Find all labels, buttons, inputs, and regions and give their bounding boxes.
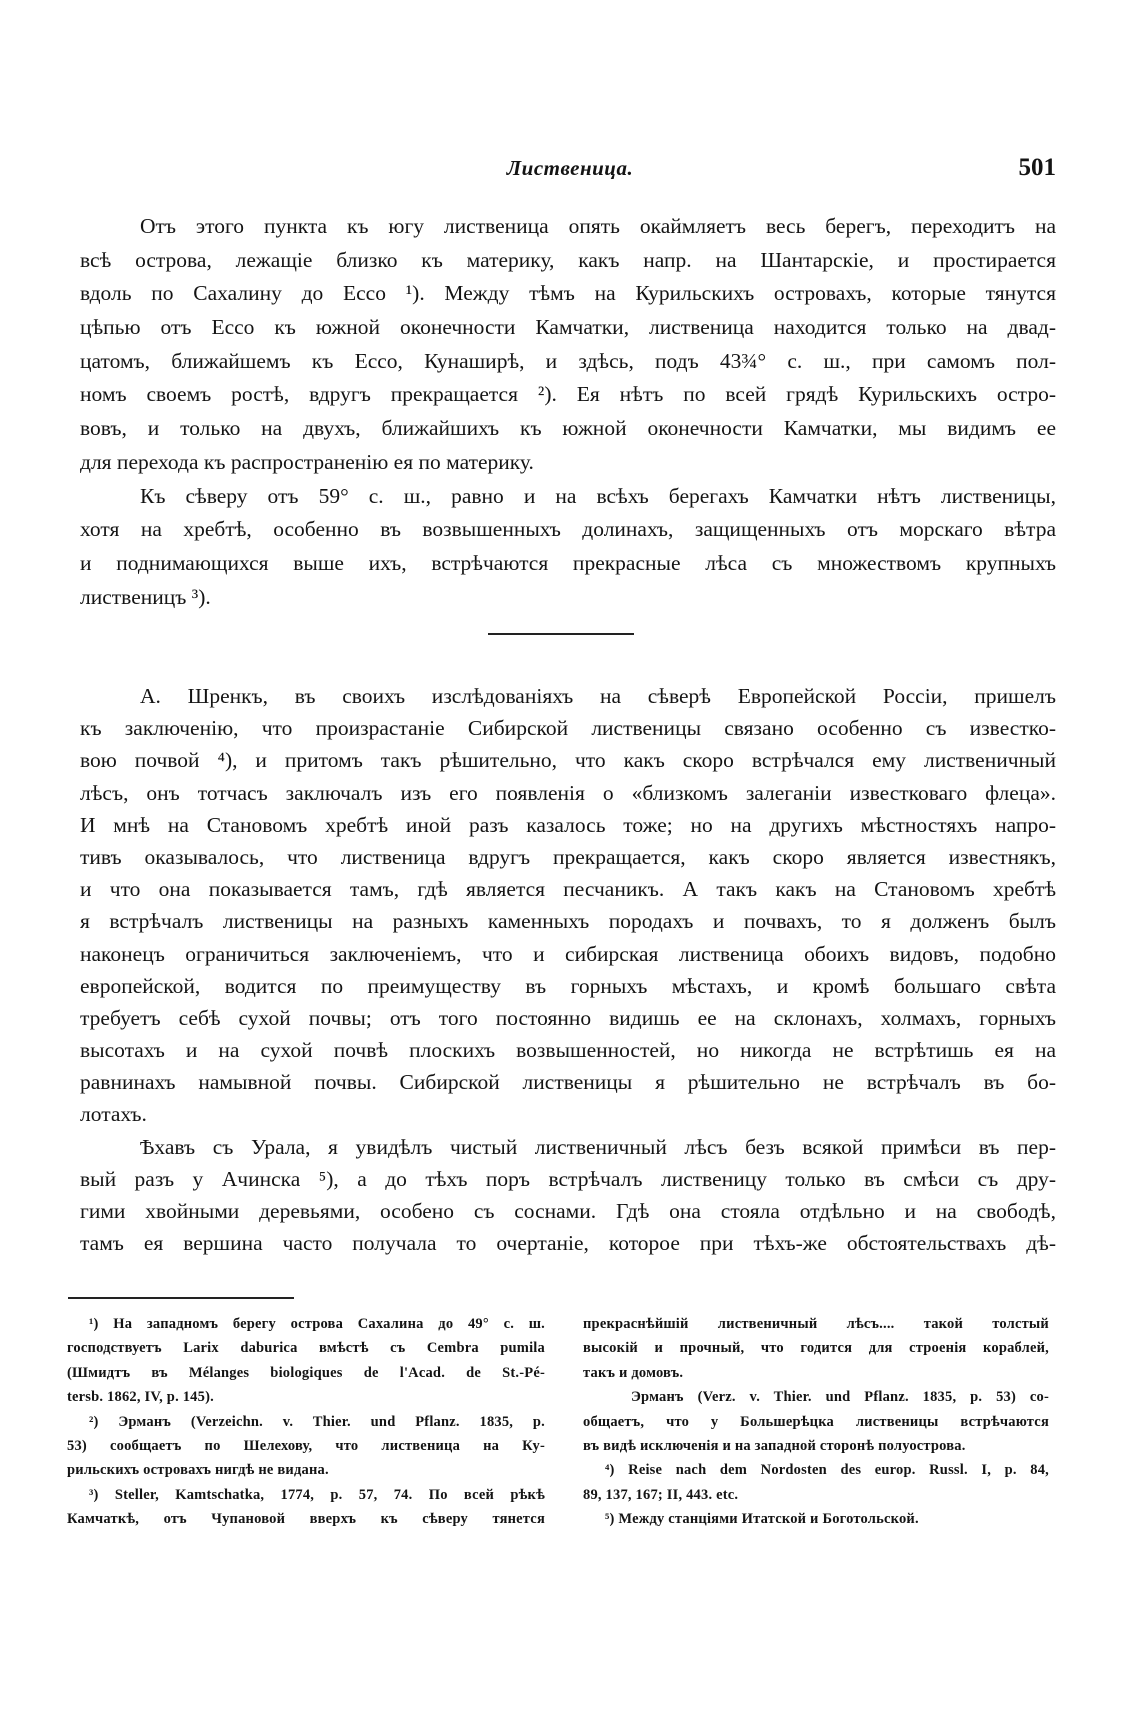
- text-line: лѣсъ, онъ тотчасъ заключалъ изъ его появленія о «близкомъ залеганіи известковаго флеца».: [80, 780, 1056, 805]
- text-line: Ѣхавъ съ Урала, я увидѣлъ чистый лиственичный лѣсъ безъ всякой примѣси въ пер-: [140, 1134, 1056, 1159]
- paragraph: [80, 210, 1056, 480]
- text-line: ²) Эрманъ (Verzeichn. v. Thier. und Pflanz. 1835, p.: [89, 1413, 545, 1430]
- text-line: Отъ этого пункта къ югу лиственица опять окаймляетъ весь берегъ, переходитъ на: [140, 214, 1056, 238]
- text-line: для перехода къ распространенію ея по материку.: [80, 449, 534, 474]
- text-line: господствуетъ Larix daburica вмѣстѣ съ Cembra pumila: [67, 1340, 545, 1357]
- text-line: тивъ оказывалось, что лиственица вдругъ прекращается, какъ скоро является известнякъ,: [80, 844, 1056, 869]
- text-line: вдоль по Сахалину до Ессо ¹). Между тѣмъ на Курильскихъ островахъ, которые тянутся: [80, 281, 1056, 306]
- text-line: требуетъ себѣ сухой почвы; отъ того постоянно видишь ее на склонахъ, холмахъ, горныхъ: [80, 1005, 1056, 1030]
- footnote: [583, 1458, 1049, 1507]
- paragraph: [80, 1131, 1056, 1260]
- paragraph: [80, 480, 1056, 615]
- text-line: (Шмидтъ въ Mélanges biologiques de l'Acad. de St.-Pé-: [67, 1364, 545, 1381]
- text-line: 89, 137, 167; II, 443. etc.: [583, 1486, 739, 1503]
- text-line: прекраснѣйшій лиственичный лѣсъ.... такой толстый: [583, 1316, 1049, 1332]
- text-line: И мнѣ на Становомъ хребтѣ иной разъ казалось тоже; но на другихъ мѣстностяхъ напро-: [80, 812, 1056, 837]
- text-line: Къ сѣверу отъ 59° с. ш., равно и на всѣхъ берегахъ Камчатки нѣтъ лиственицы,: [140, 483, 1056, 508]
- text-line: Камчаткѣ, отъ Чупановой вверхъ къ сѣверу тянется: [67, 1511, 545, 1528]
- footnote: [583, 1507, 1049, 1531]
- text-line: лиственицъ ³).: [80, 584, 211, 609]
- footnotes-left-column: [67, 1312, 545, 1532]
- text-line: я встрѣчалъ лиственицы на разныхъ каменныхъ породахъ и почвахъ, то я долженъ былъ: [80, 909, 1056, 934]
- running-header-title: Лиственица.: [506, 156, 634, 180]
- text-line: европейской, водится по преимуществу въ горныхъ мѣстахъ, и кромѣ большаго свѣта: [80, 973, 1056, 998]
- text-line: ⁴) Reise nach dem Nordosten des europ. Russl. I, p. 84,: [605, 1462, 1049, 1479]
- text-line: tersb. 1862, IV, p. 145).: [67, 1389, 214, 1406]
- text-line: тамъ ея вершина часто получала то очертаніе, которое при тѣхъ-же обстоятельствахъ дѣ-: [80, 1231, 1056, 1256]
- page-number: 501: [1018, 154, 1056, 181]
- footnote: [583, 1385, 1049, 1458]
- text-line: хотя на хребтѣ, особенно въ возвышенныхъ долинахъ, защищенныхъ отъ морскаго вѣтра: [80, 517, 1056, 542]
- text-line: вою почвой ⁴), и притомъ такъ рѣшительно, что какъ скоро встрѣчался ему лиственичный: [80, 748, 1056, 773]
- footnote: [67, 1410, 545, 1483]
- text-line: и поднимающихся выше ихъ, встрѣчаются прекрасные лѣса съ множествомъ крупныхъ: [80, 550, 1056, 575]
- text-line: ³) Steller, Kamtschatka, 1774, p. 57, 74. По всей рѣкѣ: [89, 1486, 545, 1503]
- body-text-top: [80, 210, 1056, 614]
- footnote: [583, 1312, 1049, 1385]
- text-line: вый разъ у Ачинска ⁵), а до тѣхъ поръ встрѣчалъ лиственицу только въ смѣси съ дру-: [80, 1166, 1056, 1191]
- section-divider: [488, 633, 634, 635]
- footnote-rule: [68, 1297, 294, 1299]
- text-line: ¹) На западномъ берегу острова Сахалина до 49° с. ш.: [89, 1316, 545, 1332]
- text-line: наконецъ ограничиться заключеніемъ, что и сибирская лиственица обоихъ видовъ, подобно: [80, 941, 1056, 966]
- text-line: равнинахъ намывной почвы. Сибирской лиственицы я рѣшительно не встрѣчалъ въ бо-: [80, 1070, 1056, 1095]
- body-text-bottom: [80, 680, 1056, 1259]
- text-line: 53) сообщаетъ по Шелехову, что лиственица на Ку-: [67, 1437, 545, 1454]
- paragraph: [80, 680, 1056, 1131]
- text-line: ⁵) Между станціями Итатской и Боготольской.: [605, 1511, 919, 1528]
- text-line: номъ своемъ ростѣ, вдругъ прекращается ²). Ея нѣтъ по всей грядѣ Курильскихъ остро-: [80, 382, 1056, 407]
- text-line: высотахъ и на сухой почвѣ плоскихъ возвышенностей, но никогда не встрѣтишь ея на: [80, 1038, 1056, 1063]
- text-line: высокій и прочный, что годится для строенія кораблей,: [583, 1340, 1049, 1357]
- footnote: [67, 1312, 545, 1410]
- footnote: [67, 1483, 545, 1532]
- text-line: А. Шренкъ, въ своихъ изслѣдованіяхъ на сѣверѣ Европейской Россіи, пришелъ: [140, 684, 1056, 708]
- footnotes-right-column: [583, 1312, 1049, 1532]
- text-line: цатомъ, ближайшемъ къ Ессо, Кунаширѣ, и здѣсь, подъ 43¾° с. ш., при самомъ пол-: [80, 348, 1056, 373]
- text-line: всѣ острова, лежащіе близко къ материку, какъ напр. на Шантарскіе, и простирается: [80, 247, 1056, 272]
- text-line: цѣпью отъ Ессо къ южной оконечности Камчатки, лиственица находится только на двад-: [80, 315, 1056, 340]
- text-line: гими хвойными деревьями, особено съ соснами. Гдѣ она стояла отдѣльно и на свободѣ,: [80, 1199, 1056, 1223]
- text-line: вовъ, и только на двухъ, ближайшихъ къ южной оконечности Камчатки, мы видимъ ее: [80, 416, 1056, 441]
- text-line: Эрманъ (Verz. v. Thier. und Pflanz. 1835, p. 53) со-: [631, 1389, 1049, 1406]
- text-line: общаетъ, что у Большерѣцка лиственицы встрѣчаются: [583, 1413, 1049, 1430]
- text-line: лотахъ.: [80, 1102, 147, 1127]
- text-line: къ заключенію, что произрастаніе Сибирской лиственицы связано особенно съ известко-: [80, 716, 1056, 741]
- text-line: въ видѣ исключенія и на западной сторонѣ полуострова.: [583, 1437, 966, 1454]
- text-line: рильскихъ островахъ нигдѣ не видана.: [67, 1462, 329, 1479]
- text-line: и что она показывается тамъ, гдѣ является песчаникъ. А такъ какъ на Становомъ хребтѣ: [80, 877, 1056, 902]
- text-line: такъ и домовъ.: [583, 1364, 684, 1381]
